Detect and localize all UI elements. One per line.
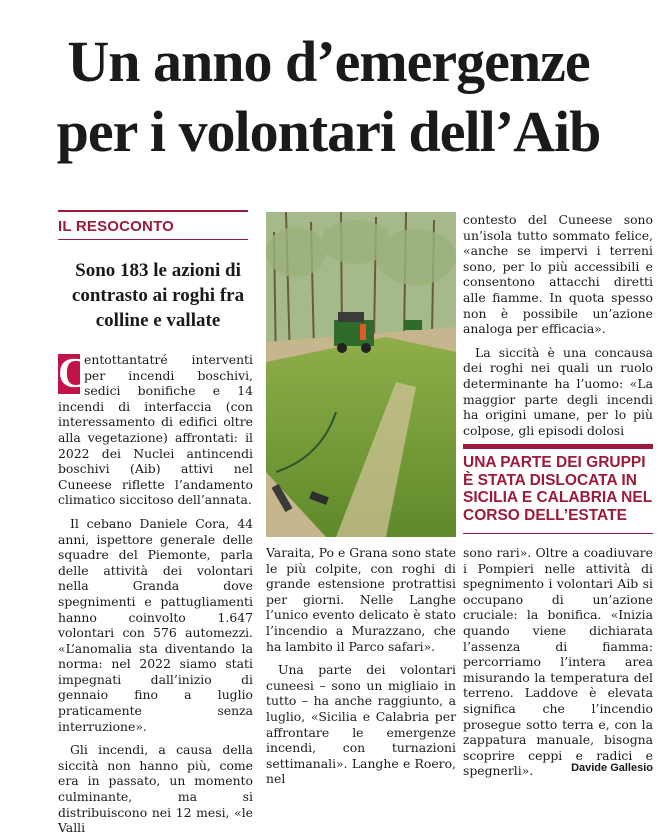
paragraph-1-text: entottantatré interventi per incendi boschivi, sedici bonifiche e 14 incendi di interfaccia (con interessamento di edifici oltre alla vegetazione) affrontati: il 2022 dei Nuclei antincendi boschivi (Aib) attivi nel Cuneese riflette l’andamento climatico siccitoso dell’annata. [58,352,253,508]
article-photo [266,212,456,537]
paragraph-7: La siccità è una concausa dei roghi nei quali un ruolo determinante ha l’uomo: «La maggior parte degli incendi ha origini umane, per lo più colpose, gli episodi dolosi [463,344,653,438]
dropcap: C [58,351,89,397]
deck-subtitle: Sono 183 le azioni di contrasto ai roghi fra colline e vallate [71,260,245,331]
byline: Davide Gallesio [571,762,653,774]
paragraph-4: Varaita, Po e Grana sono state le più colpite, con roghi di grande estensione protrattisi per giorni. Nelle Langhe l’unico evento delicato è stato l’incendio a Murazzano, che ha lambito il Parco safari». [266,545,456,654]
subhead-bottom-rule [463,533,653,534]
pull-subhead: UNA PARTE DEI GRUPPI È STATA DISLOCATA IN SICILIA E CALABRIA NEL CORSO DELL’ESTATE [463,454,652,524]
paragraph-3: Gli incendi, a causa della siccità non hanno più, come era in passato, un momento culminante, ma si distribuiscono nei 12 mesi, «le Valli [58,742,253,836]
paragraph-1 [58,352,253,508]
article-column-3-top [463,212,653,438]
article-column-1 [58,352,253,836]
headline-line-1: Un anno d’emergenze [67,29,590,94]
paragraph-2: Il cebano Daniele Cora, 44 anni, ispettore generale delle squadre del Piemonte, parla delle attività dei volontari nella Granda dove spegnimenti e pattugliamenti hanno coinvolto 1.647 volontari con 576 automezzi. «L’anomalia sta diventando la norma: nel 2022 siamo stati impegnati dall’inizio di gennaio fino a luglio praticamente senza interruzione». [58,515,253,734]
kicker-bottom-rule [58,239,248,240]
article-column-3-bottom [463,545,653,779]
paragraph-8: sono rari». Oltre a coadiuvare i Pompieri nelle attività di spegnimento i volontari Aib si occupano di un’azione cruciale: la bonifica. «Inizia quando viene dichiarata l’assenza di fiamma: percorriamo l’intera area misurando la temperatura del terreno. Laddove è elevata significa che l’incendio prosegue sotto terra e, con la zappatura manuale, bisogna scoprire ceppi e radici e spegnerli». [463,545,653,779]
paragraph-5: Una parte dei volontari cuneesi – sono un migliaio in tutto – ha anche raggiunto, a luglio, «Sicilia e Calabria per affrontare le emergenze incendi, con turnazioni settimanali». Langhe e Roero, nel [266,662,456,787]
kicker-top-rule [58,210,248,212]
paragraph-6: contesto del Cuneese sono un’isola tutto sommato felice, «anche se impervi i terreni sono, per lo più accessibili e consentono attacchi diretti alle fiamme. In quota spesso non è possibile un’azione analoga per efficacia». [463,212,653,337]
forest-photo-illustration [266,212,456,537]
subhead-top-rule [463,444,653,449]
headline-line-2: per i volontari dell’Aib [56,99,601,164]
section-kicker: IL RESOCONTO [58,218,175,235]
article-column-2 [266,545,456,787]
